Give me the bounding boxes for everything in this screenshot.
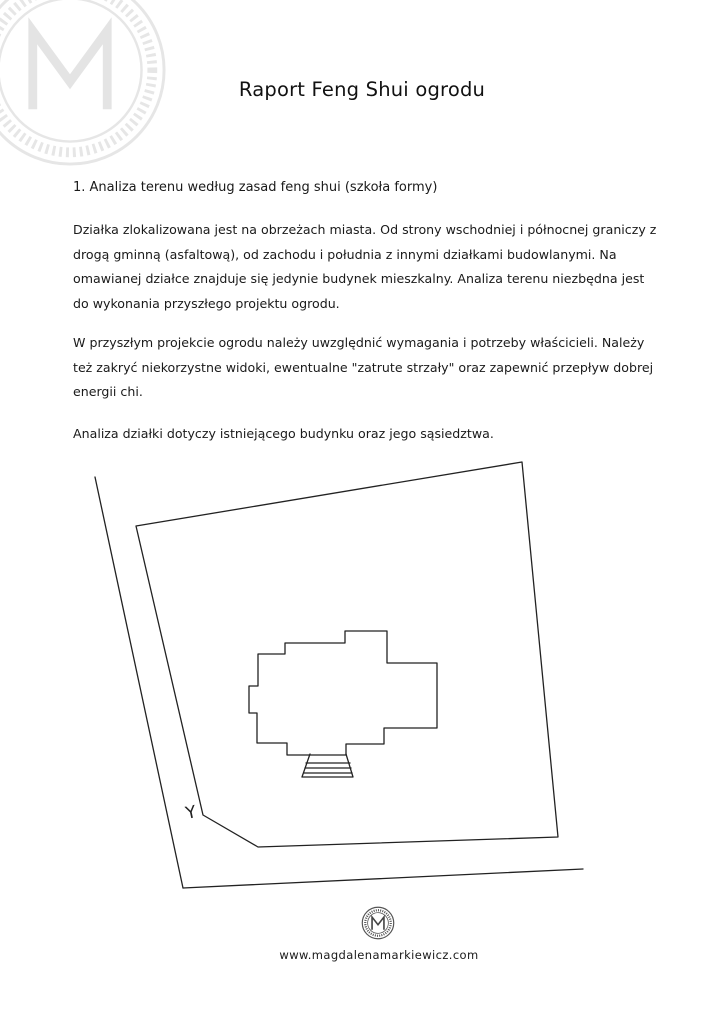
plan-marker-label: Y (183, 802, 199, 824)
footer-website: www.magdalenamarkiewicz.com (279, 948, 479, 962)
road-line-south (183, 869, 583, 888)
page-title: Raport Feng Shui ogrodu (238, 78, 486, 101)
paragraph-analysis-scope: Analiza działki dotyczy istniejącego budynku oraz jego sąsiedztwa. (73, 426, 494, 441)
plot-boundary (136, 462, 558, 847)
paragraph-project-requirements: W przyszłym projekcie ogrodu należy uwzględnić wymagania i potrzeby właścicieli. Należy też zakryć niekorzystne widoki, ewentualne "zatrute strzały" oraz zapewnić przepływ dobrej energii chi. (73, 335, 654, 399)
footer-logo-icon (361, 906, 395, 940)
house-outline (249, 631, 437, 755)
paragraph-site-description: Działka zlokalizowana jest na obrzeżach miasta. Od strony wschodniej i północnej graniczy z drogą gminną (asfaltową), od zachodu i południa z innymi działkami budowlanymi. Na omawianej działce znajduje się jedynie budynek mieszkalny. Analiza terenu niezbędna jest do wykonania przyszłego projektu ogrodu. (73, 222, 657, 311)
section-heading: 1. Analiza terenu według zasad feng shui (szkoła formy) (73, 180, 438, 195)
site-plan-drawing (0, 450, 724, 890)
